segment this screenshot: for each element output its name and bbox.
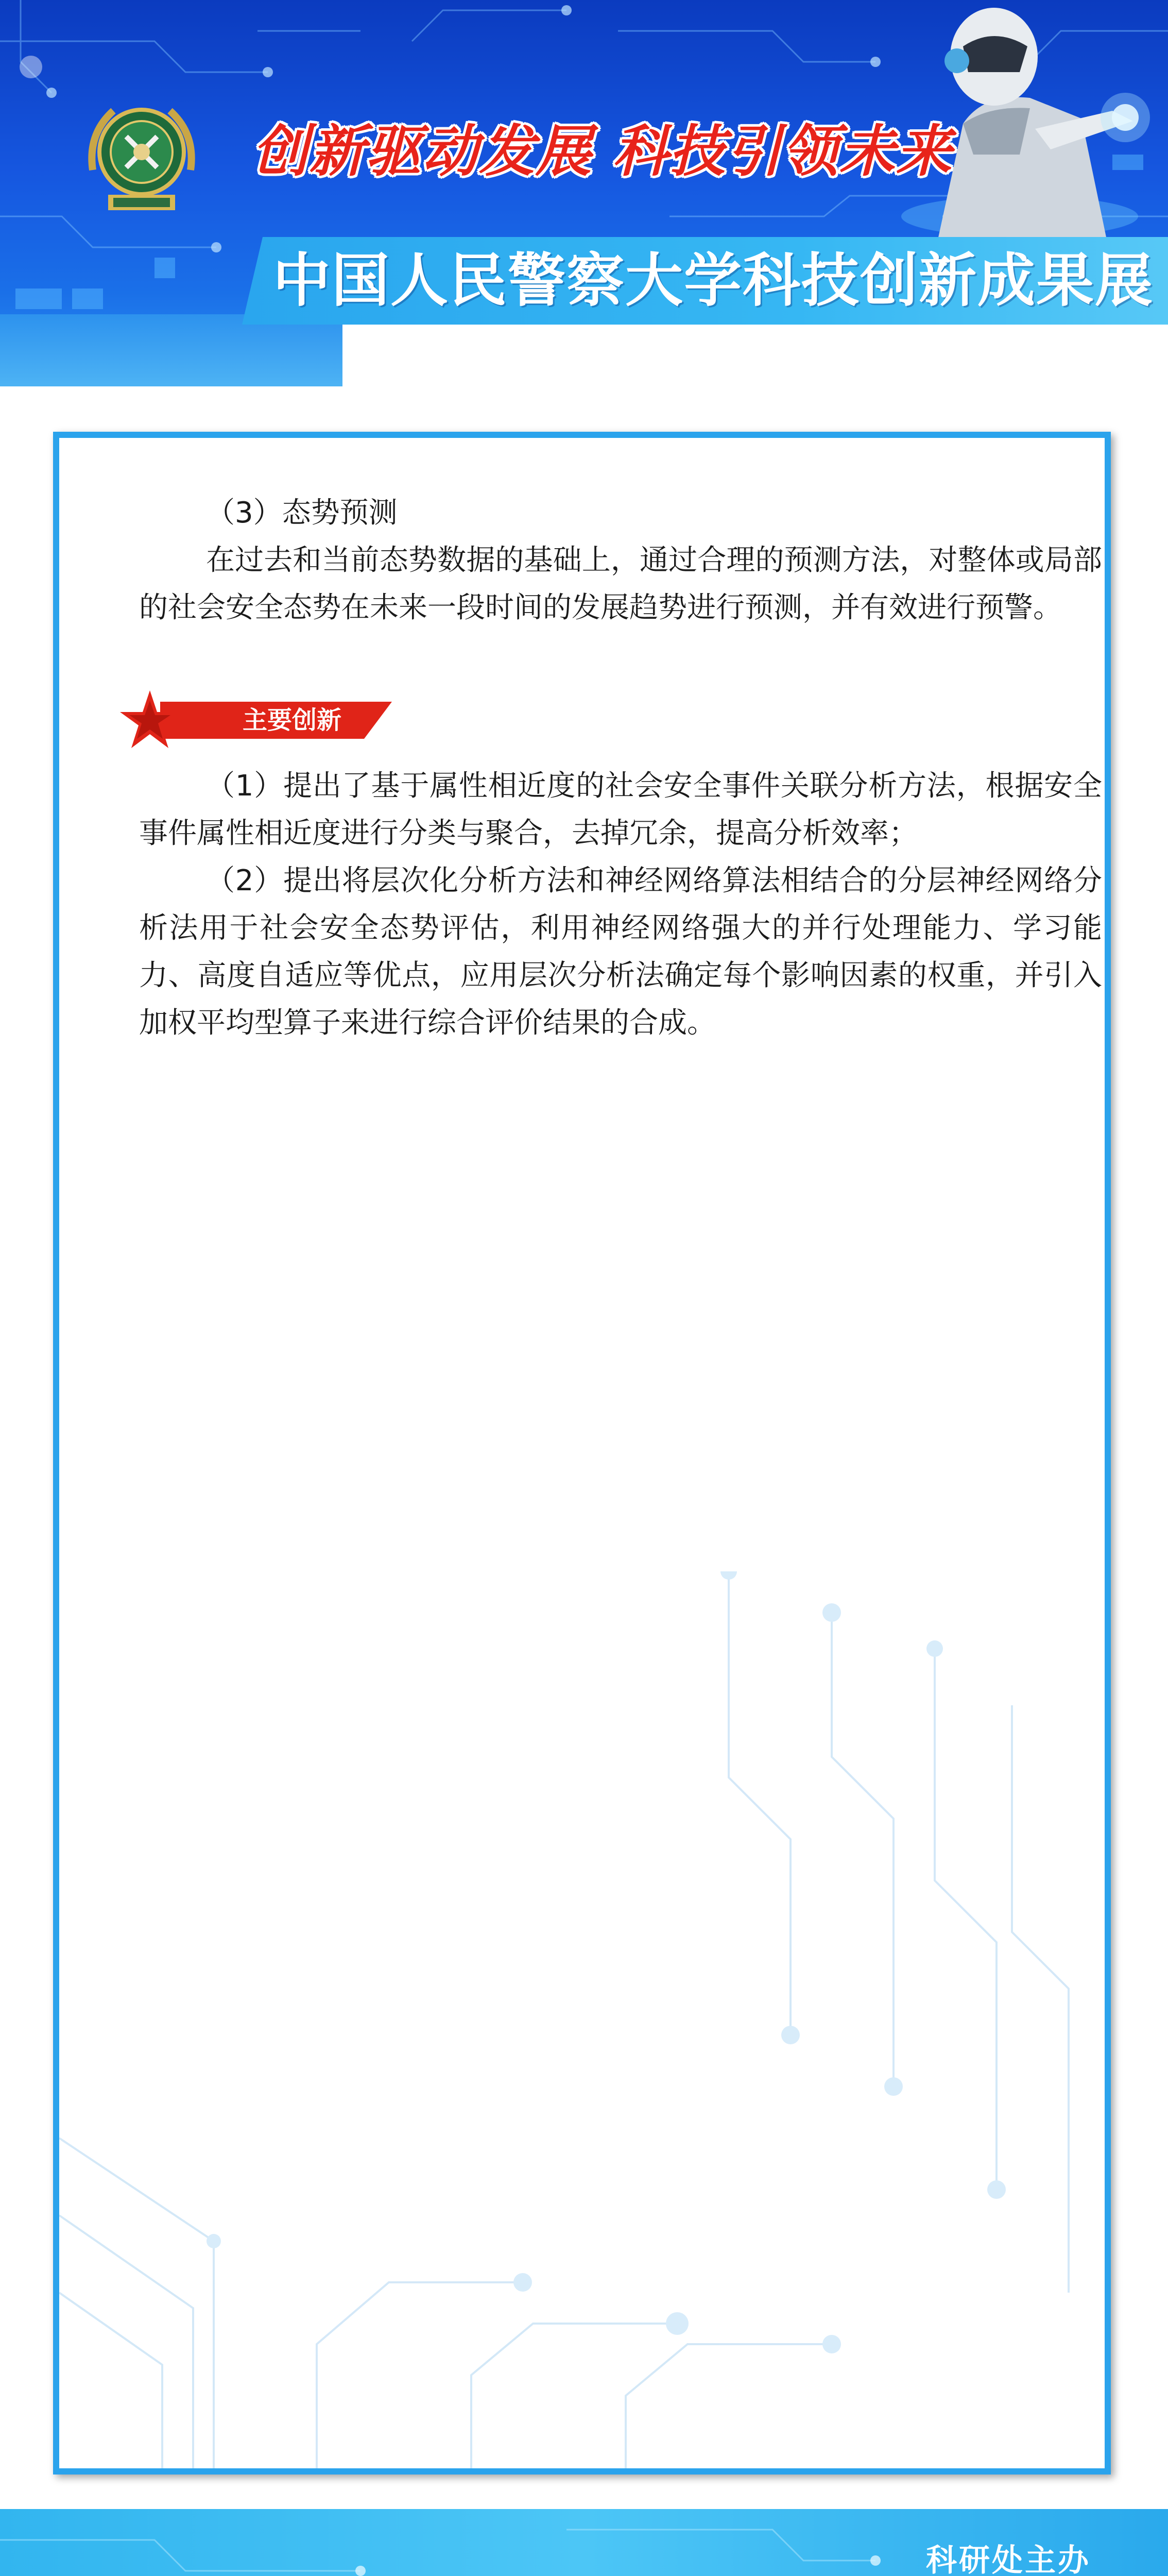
header-banner	[0, 0, 1168, 386]
innovation-2: （2）提出将层次化分析方法和神经网络算法相结合的分层神经网络分析法用于社会安全态势评估，利用神经网络强大的并行处理能力、学习能力、高度自适应等优点，应用层次分析法确定每个影响因素的权重，并引入加权平均型算子来进行综合评价结果的合成。	[139, 864, 1102, 1040]
innovation-1: （1）提出了基于属性相近度的社会安全事件关联分析方法，根据安全事件属性相近度进行分类与聚合，去掉冗余，提高分析效率；	[139, 769, 1102, 850]
red-star-icon	[119, 690, 181, 750]
section-3-block	[139, 489, 1102, 632]
section-3-heading: （3）态势预测	[206, 496, 398, 530]
police-university-emblem-icon	[77, 93, 206, 222]
section-3-body: 在过去和当前态势数据的基础上，通过合理的预测方法，对整体或局部的社会安全态势在未来一段时间的发展趋势进行预测，并有效进行预警。	[139, 544, 1102, 624]
header-blue-tab	[0, 314, 342, 386]
innovation-label: 主要创新	[243, 706, 342, 735]
content-panel	[53, 432, 1111, 2475]
innovation-block	[139, 762, 1102, 1047]
robot-illustration-icon	[865, 0, 1154, 242]
page-title: 中国人民警察大学科技创新成果展	[273, 247, 1154, 314]
innovation-badge	[119, 690, 407, 747]
header-slogan: 创新驱动发展 科技引领未来	[252, 120, 953, 184]
organizer-label: 科研处主办	[926, 2543, 1091, 2576]
footer-banner	[0, 2509, 1168, 2576]
circuit-decoration	[59, 1571, 1105, 2470]
